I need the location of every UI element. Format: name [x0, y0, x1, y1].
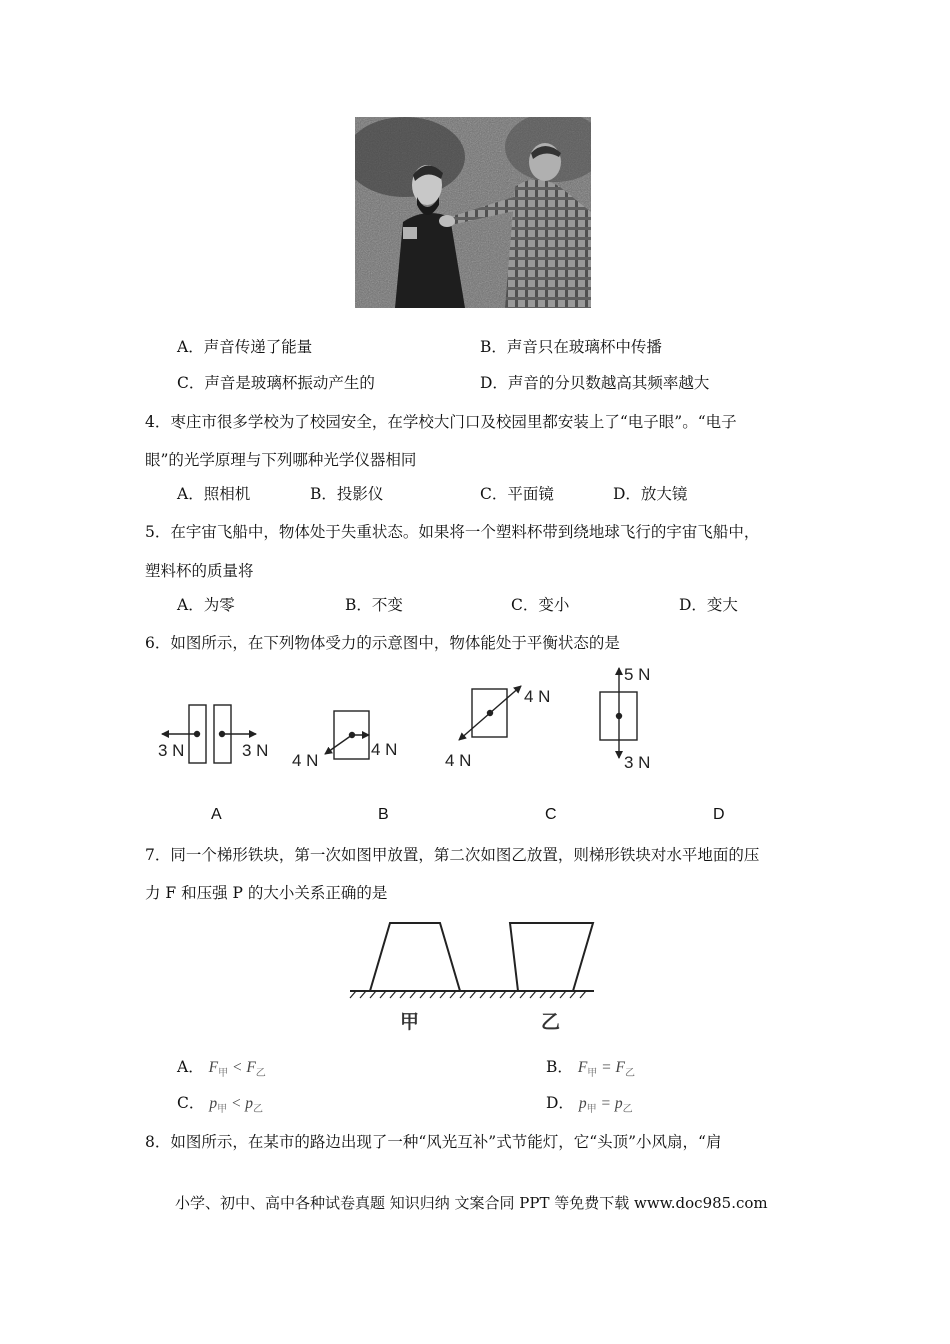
q7-option-c-letter: C．	[177, 1094, 205, 1112]
q5-stem-line2: 塑料杯的质量将	[145, 562, 254, 580]
q5-option-c: C．变小	[511, 596, 570, 614]
q7-d-sub1: 甲	[586, 1104, 597, 1116]
trapezoid-yi	[510, 923, 593, 991]
q7-option-d	[546, 1093, 633, 1120]
q6-figure-b	[325, 711, 369, 759]
q7-stem-line1: 7．同一个梯形铁块，第一次如图甲放置，第二次如图乙放置，则梯形铁块对水平地面的压	[145, 846, 760, 864]
q4-stem-line2: 眼”的光学原理与下列哪种光学仪器相同	[145, 451, 417, 469]
q6-force-diagrams	[150, 660, 670, 780]
q3-option-b: B．声音只在玻璃杯中传播	[480, 338, 662, 356]
q7-d-sub2: 乙	[622, 1104, 633, 1116]
q6-label-a: A	[211, 806, 222, 823]
q4-stem-line1: 4．枣庄市很多学校为了校园安全，在学校大门口及校园里都安装上了“电子眼”。“电子	[145, 413, 737, 431]
q7-c-sub1: 甲	[217, 1104, 228, 1116]
q7-option-a	[177, 1057, 266, 1084]
trapezoid-jia	[370, 923, 460, 991]
q4-option-a: A．照相机	[177, 485, 251, 503]
q6-d-up-force-label: 5 N	[624, 665, 651, 684]
ground-hatching	[350, 991, 586, 998]
q7-b-var1: F	[577, 1059, 588, 1076]
q3-option-a: A．声音传递了能量	[177, 338, 313, 356]
q7-option-b-letter: B．	[546, 1058, 573, 1076]
q7-option-b	[546, 1057, 635, 1084]
q3-option-d: D．声音的分贝数越高其频率越大	[480, 374, 710, 392]
q6-stem: 6．如图所示，在下列物体受力的示意图中，物体能处于平衡状态的是	[145, 634, 620, 652]
q7-c-var1: p	[209, 1095, 218, 1112]
page-footer: 小学、初中、高中各种试卷真题 知识归纳 文案合同 PPT 等免费下载 www.doc985.com	[175, 1194, 768, 1212]
q7-d-var2: p	[614, 1095, 623, 1112]
photo-glass-experiment	[355, 117, 591, 308]
q7-d-var1: p	[578, 1095, 587, 1112]
q6-a-right-force-label: 3 N	[242, 741, 269, 760]
q6-label-c: C	[545, 806, 557, 823]
q6-figure-c	[459, 686, 521, 740]
q7-b-op: =	[601, 1059, 612, 1076]
q7-stem-line2: 力 F 和压强 P 的大小关系正确的是	[145, 884, 388, 902]
q7-a-var2: F	[246, 1059, 256, 1076]
q4-option-d: D．放大镜	[613, 485, 688, 503]
q5-option-b: B．不变	[345, 596, 403, 614]
q7-c-op: <	[230, 1095, 242, 1112]
q6-b-force1-label: 4 N	[292, 751, 319, 770]
q6-c-force1-label: 4 N	[524, 687, 551, 706]
q7-d-op: =	[600, 1095, 611, 1112]
q6-c-force2-label: 4 N	[445, 751, 472, 770]
q7-a-op: <	[231, 1059, 243, 1076]
q7-label-yi: 乙	[541, 1011, 561, 1033]
q7-a-sub2: 乙	[255, 1068, 266, 1080]
q7-option-c	[177, 1093, 263, 1120]
q5-option-d: D．变大	[679, 596, 738, 614]
q7-label-jia: 甲	[400, 1011, 420, 1033]
q3-option-c: C．声音是玻璃杯振动产生的	[177, 374, 375, 392]
q7-trapezoid-diagram	[348, 918, 598, 1036]
q4-option-c: C．平面镜	[480, 485, 554, 503]
q6-b-force2-label: 4 N	[371, 740, 398, 759]
q7-c-sub2: 乙	[253, 1104, 264, 1116]
q6-a-left-force-label: 3 N	[158, 741, 185, 760]
q7-b-sub2: 乙	[624, 1068, 635, 1080]
q7-b-sub1: 甲	[587, 1068, 598, 1080]
q6-d-down-force-label: 3 N	[624, 753, 651, 772]
q7-c-var2: p	[245, 1095, 254, 1112]
q5-option-a: A．为零	[177, 596, 235, 614]
q7-a-sub1: 甲	[218, 1068, 229, 1080]
q7-a-var1: F	[208, 1059, 219, 1076]
q5-stem-line1: 5．在宇宙飞船中，物体处于失重状态。如果将一个塑料杯带到绕地球飞行的宇宙飞船中，	[145, 523, 760, 541]
q6-label-d: D	[713, 806, 725, 823]
q7-option-a-letter: A．	[177, 1058, 204, 1076]
q6-label-b: B	[378, 806, 389, 823]
q7-b-var2: F	[615, 1059, 625, 1076]
q4-option-b: B．投影仪	[310, 485, 384, 503]
q8-stem-line1: 8．如图所示，在某市的路边出现了一种“风光互补”式节能灯，它“头顶”小风扇，“肩	[145, 1133, 722, 1151]
q7-option-d-letter: D．	[546, 1094, 574, 1112]
